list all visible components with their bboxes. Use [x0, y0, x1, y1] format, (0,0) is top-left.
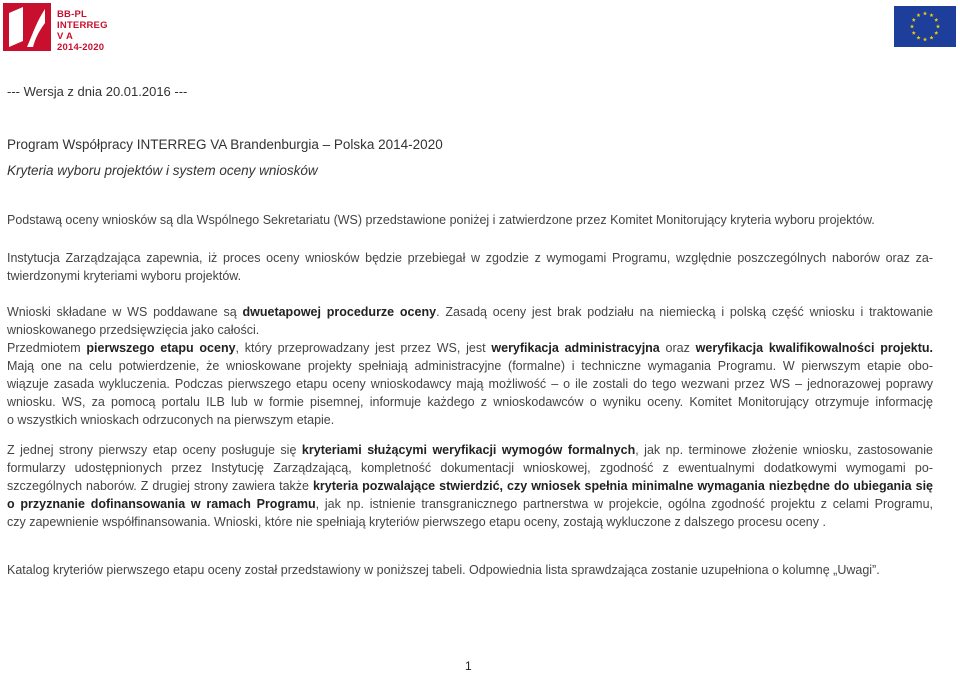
program-title: Program Współpracy INTERREG VA Brandenburgia – Polska 2014-2020: [7, 137, 443, 152]
text-line: czy zapewnienie współfinansowania. Wnioski, które nie spełniają kryteriów pierwszego etapu oceny, zostają wykluczone z dalszego procesu oceny .: [7, 515, 826, 529]
text-line: Mają one na celu potwierdzenie, że wnioskowane projekty spełniają administracyjne (formalne) i techniczne wymagania Programu. W pierwszym etapie obo-: [7, 359, 933, 373]
text-line: wniosku. WS, za pomocą portalu ILB lub w formie pisemnej, informuje każdego z wnioskodawców o wyniku oceny. Komitet Monitorujący otrzymuje informację: [7, 395, 933, 409]
text-line: o wszystkich wnioskach odrzuconych na pierwszym etapie.: [7, 413, 335, 427]
eu-flag-icon: [894, 6, 956, 47]
logo-line-3: 2014-2020: [57, 42, 105, 53]
paragraph-managing-authority: [7, 249, 933, 285]
text-line: Z jednej strony pierwszy etap oceny posługuje się kryteriami służącymi weryfikacji wymogów formalnych, jak np. terminowe złożenie wniosku, zastosowanie: [7, 443, 933, 457]
version-line: --- Wersja z dnia 20.01.2016 ---: [7, 84, 188, 99]
text-line: wnioskowanego przedsięwzięcia jako całości.: [7, 323, 260, 337]
text-line: szczególnych naborów. Z drugiej strony zawiera także kryteria pozwalające stwierdzić, czy wniosek spełnia minimalne wymagania niezbędne do ubiegania się: [7, 479, 933, 493]
interreg-logo: [3, 3, 113, 51]
text-line: twierdzonymi kryteriami wyboru projektów.: [7, 269, 242, 283]
text-line: o przyznanie dofinansowania w ramach Programu, jak np. istnienie transgranicznego partnerstwa w projekcie, ogólna zgodność projektu z celami Programu,: [7, 497, 933, 511]
interreg-logo-icon: [3, 3, 51, 51]
logo-text: [57, 9, 113, 53]
paragraph-criteria: [7, 441, 933, 531]
logo-line-2: INTERREG V A: [57, 20, 108, 42]
text-line: Instytucja Zarządzająca zapewnia, iż proces oceny wniosków będzie przebiegał w zgodzie z wymogami Programu, względnie poszczególnych naborów oraz za-: [7, 251, 933, 265]
document-subtitle: Kryteria wyboru projektów i system oceny wniosków: [7, 163, 318, 178]
paragraph-two-stage-procedure: [7, 303, 933, 429]
text-line: Przedmiotem pierwszego etapu oceny, który przeprowadzany jest przez WS, jest weryfikacja administracyjna oraz weryfikacja kwalifikowalności projektu.: [7, 341, 934, 355]
logo-line-1: BB-PL: [57, 9, 88, 20]
paragraph-basis: Podstawą oceny wniosków są dla Wspólnego Sekretariatu (WS) przedstawione poniżej i zatwierdzone przez Komitet Monitorujący kryteria wyboru projektów.: [7, 213, 875, 227]
paragraph-catalog: Katalog kryteriów pierwszego etapu oceny został przedstawiony w poniższej tabeli. Odpowiednia lista sprawdzająca zostanie uzupełniona o kolumnę „Uwagi”.: [7, 563, 880, 577]
text-line: Wnioski składane w WS poddawane są dwuetapowej procedurze oceny. Zasadą oceny jest brak podziału na niemiecką i polską część wniosku i traktowanie: [7, 305, 933, 319]
page-number: 1: [465, 659, 472, 673]
text-line: wiązuje zasada wykluczenia. Podczas pierwszego etapu oceny wnioskodawcy mają możliwość – o ile zostali do tego wezwani przez WS – jednorazowej poprawy: [7, 377, 933, 391]
text-line: formularzy udostępnionych przez Instytucję Zarządzającą, kompletność dokumentacji wnioskowej, zgodność z ewentualnymi dodatkowymi wymogami po-: [7, 461, 933, 475]
